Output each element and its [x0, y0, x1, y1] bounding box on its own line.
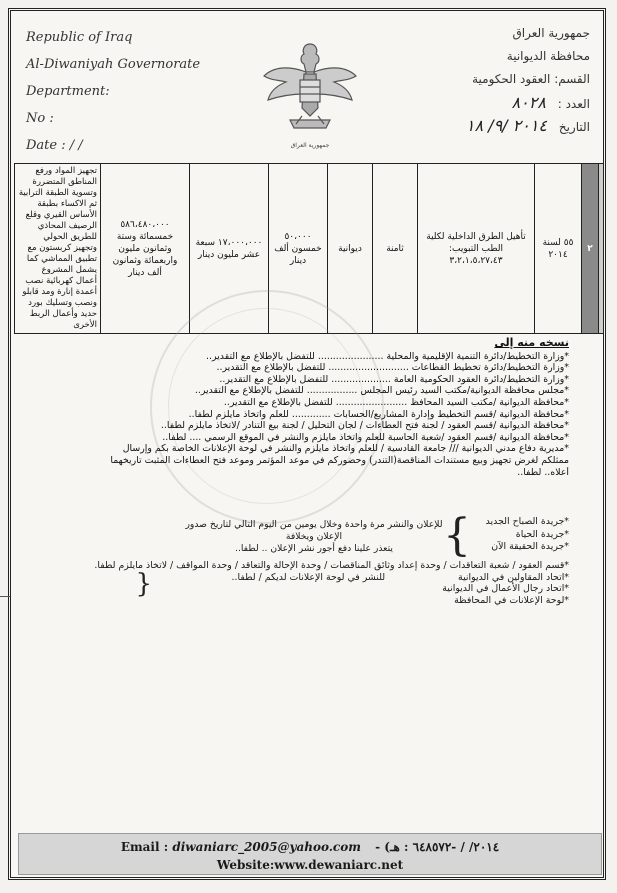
website: Website:www.dewaniarc.net — [216, 858, 404, 872]
copy-line: *محافظة الديوانية /مكتب السيد المحافظ ........................ للتفضل بالإطلاع مع التقدير.. — [223, 396, 569, 408]
copy-to-block — [49, 337, 569, 478]
description-cell: تجهيز المواد ورفع المناطق المتضررة وتسوية الطبقة الترابية ثم الاكساء بطبقة الأساس القيري وقلع الرصيف المحاذي للطريق الحولي وتجهيز كربستون مع تطبيق المماشي كما يشمل المشروع أعمال كهربائية نصب أعمدة إنارة ومد قابلو ونصب وتسليك بورد حديد وأعمال الربط الأخرى — [15, 164, 101, 334]
tail-note: للنشر في لوحة الإعلانات لديكم / لطفا.. — [231, 571, 386, 583]
number-value-ar: ٨٠٢٨ — [511, 93, 546, 112]
footer-bar — [18, 833, 602, 875]
letterhead — [12, 12, 602, 160]
email-address: diwaniarc_2005@yahoo.com — [172, 840, 361, 854]
date-label-ar: التاريخ — [558, 120, 590, 134]
copy-line: *محافظة الديوانية /قسم العقود /شعبة الحاسبة للعلم واتخاذ مايلزم والنشر في الموقع الرسمي .... لطفا.. — [162, 431, 569, 443]
tail-line: *اتحاد رجال الأعمال في الديوانية — [442, 583, 569, 595]
newspaper-list — [486, 516, 569, 554]
country-en: Republic of Iraq — [26, 30, 133, 45]
tail-line: *قسم العقود / شعبة التعاقدات / وحدة إعداد وثائق المناقصات / وحدة الإحالة والتعاقد / وحدة المواقف / لاتخاذ مايلزم لطفا. — [94, 560, 569, 571]
newspaper-item: *جريدة الحقيقة الآن — [491, 541, 569, 552]
department-en: Department: — [26, 84, 110, 99]
allocation-cell: ٥٨٦،٤٨٠،٠٠٠ خمسمائة وستة وثمانون مليون واربعمائة وثمانون ألف دينار — [101, 164, 190, 334]
estimated-cost-cell: ١٧،٠٠٠،٠٠٠ سبعة عشر مليون دينار — [190, 164, 269, 334]
copy-line: *مديرية دفاع مدني الديوانية /// جامعة القادسية / للعلم واتخاذ مايلزم والنشر في لوحة الإعلانات الخاصة بكم وإرسال — [122, 443, 569, 455]
copy-line: *وزارة التخطيط/دائرة العقود الحكومية العامة .................... للتفضل بالإطلاع مع التقدير.. — [219, 373, 569, 385]
table-shade-cell — [599, 164, 604, 334]
country-ar: جمهورية العراق — [512, 26, 590, 40]
number-label-ar: العدد : — [557, 97, 590, 111]
newspapers-note-line: للإعلان والنشر مرة واحدة وخلال يومين من اليوم التالي لتاريخ صدور الإعلان ويخلافة — [185, 519, 443, 542]
tail-recipient: *اتحاد المقاولين في الديوانية — [458, 571, 569, 583]
newspapers-note-line: يتعذر علينا دفع أجور نشر الإعلان .. لطفا.. — [235, 543, 393, 554]
phone-number: - (٢٠١٤/ / -٦٤٨٥٧٢ : هـ — [375, 840, 500, 854]
copy-line: أعلاه.. لطفا.. — [517, 466, 569, 478]
brace-glyph-small: } — [135, 569, 152, 599]
email-label: Email : — [120, 840, 169, 854]
date-row-ar — [466, 114, 590, 137]
tail-line — [49, 572, 569, 584]
copy-line: *محافظة الديوانية /قسم العقود / لجنة فتح العطاءات / لجان التحليل / لجنة بيع التنادر /لاتخاذ مايلزم لطفا.. — [160, 420, 569, 432]
footer-contact — [19, 840, 601, 854]
newspaper-item: *جريدة الصباح الجديد — [485, 516, 569, 527]
emblem-caption: جمهورية العراق — [290, 142, 330, 149]
iraq-eagle-emblem-icon — [260, 36, 360, 141]
grade-cell: ثامنة — [373, 164, 418, 334]
brace-glyph: } — [443, 510, 471, 561]
distribution-tail — [49, 560, 569, 606]
copy-line: *محافظة الديوانية /قسم التخطيط وإدارة المشاريع/الحسابات ............. للعلم واتخاذ مايلزم لطفا.. — [188, 408, 569, 420]
row-index: ٢ — [582, 164, 599, 334]
copy-to-title: نسخه منه إلى — [494, 336, 569, 349]
department-ar: القسم: العقود الحكومية — [472, 72, 590, 86]
newspaper-item: *جريدة الحياة — [515, 528, 569, 540]
number-row-ar — [466, 91, 590, 114]
date-value-ar: ٢٠١٤ /٩/ ١٨ — [465, 116, 548, 135]
date-en: Date : / / — [26, 138, 83, 153]
letterhead-english — [26, 24, 200, 159]
location-cell: ديوانية — [328, 164, 373, 334]
governorate-ar: محافظة الديوانية — [506, 49, 590, 63]
newspapers-note — [184, 519, 444, 555]
copy-line: *وزارة التخطيط/دائرة تخطيط القطاعات ........................... للتفضل بالإطلاع مع التقدير.. — [216, 362, 569, 374]
margin-mark — [0, 596, 10, 597]
budget-year-cell: ٥٥ لسنة ٢٠١٤ — [535, 164, 582, 334]
documents-price-cell: ٥٠،٠٠٠ خمسون ألف دينار — [269, 164, 328, 334]
project-name-cell: تأهيل الطرق الداخلية لكلية الطب التبويب: ٣،٢،١،٥،٢٧،٤٣ — [418, 164, 535, 334]
copy-line: *وزارة التخطيط/دائرة التنمية الإقليمية والمحلية ...................... للتفضل بالإطلاع مع التقدير.. — [206, 350, 569, 362]
number-en: No : — [26, 111, 54, 126]
tail-line: *لوحة الإعلانات في المحافظة — [454, 594, 569, 606]
newspapers-block — [49, 510, 569, 561]
copy-line: ممثلكم لغرض تجهيز وبيع مستندات المناقصة(التندر) وحضوركم في موعد المؤتمر وموعد فتح العطاءات المثبت تاريخهما — [110, 454, 569, 466]
letterhead-arabic — [466, 22, 590, 137]
copy-line: *مجلس محافظة الديوانية/مكتب السيد رئيس المجلس ................. للتفضل بالإطلاع مع التقدير.. — [194, 385, 569, 397]
governorate-en: Al-Diwaniyah Governorate — [26, 57, 201, 72]
